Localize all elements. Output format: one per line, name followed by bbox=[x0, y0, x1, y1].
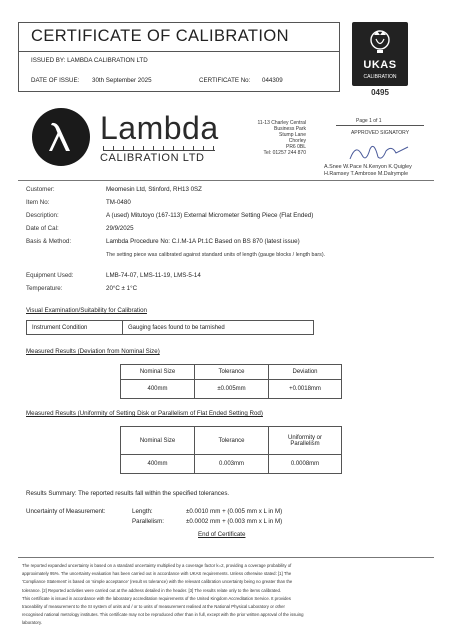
footer-line: The reported expanded uncertainty is based on a standard uncertainty multiplied by a coverage factor k=2, providing a coverage probability of bbox=[22, 563, 292, 568]
date-of-issue-label: DATE OF ISSUE: bbox=[31, 77, 80, 84]
section-divider bbox=[18, 180, 434, 181]
lambda-sub-name: CALIBRATION LTD bbox=[100, 152, 205, 164]
lambda-logo-mark bbox=[32, 108, 90, 166]
visual-table bbox=[26, 320, 314, 335]
table-cell: +0.0018mm bbox=[269, 380, 342, 399]
table-cell: 400mm bbox=[121, 455, 195, 474]
date-of-cal-value: 29/9/2025 bbox=[106, 225, 134, 232]
results-summary: Results Summary: The reported results fall within the specified tolerances. bbox=[26, 490, 230, 497]
lab-tel: Tel: 01257 244 870 bbox=[263, 150, 306, 156]
footer-line: traceability of measurement to the SI system of units and / or to units of measurement realised at the National Physical Laboratory or other bbox=[22, 604, 285, 610]
measured2-heading: Measured Results (Uniformity of Setting Disk or Parallelism of Flat Ended Setting Rod) bbox=[26, 410, 263, 417]
equipment-label: Equipment Used: bbox=[26, 272, 74, 279]
measured1-table bbox=[120, 364, 342, 399]
col-header: Deviation bbox=[269, 365, 342, 380]
visual-value: Gauging faces found to be tarnished bbox=[123, 321, 314, 335]
measured2-table bbox=[120, 426, 342, 474]
basis-method-value: Lambda Procedure No: C.I.M-1A Pt.1C Based on BS 870 (latest issue) bbox=[106, 238, 300, 245]
issued-by: ISSUED BY: LAMBDA CALIBRATION LTD bbox=[31, 57, 148, 64]
signature bbox=[346, 139, 414, 165]
date-of-cal-label: Date of Cal: bbox=[26, 225, 59, 232]
ukas-logo bbox=[352, 22, 408, 86]
ukas-number: 0495 bbox=[371, 88, 389, 97]
certificate-no: 044309 bbox=[262, 77, 283, 84]
end-of-certificate: End of Certificate bbox=[198, 531, 246, 538]
basis-method-label: Basis & Method: bbox=[26, 238, 72, 245]
address-line: Chorley bbox=[288, 138, 306, 144]
footer-line: recognised national metrology institutes. This certificate may not be reproduced other than in full, except with the prior written approval of the issuing bbox=[22, 612, 304, 618]
address-line: Business Park bbox=[274, 126, 306, 132]
footer-line: tolerance. [2] Reported activities were carried out at the address detailed in the header. [3] The results relate only to the items calibrated. bbox=[22, 587, 282, 593]
signatory-names-1: A.Snee W.Pace N.Kenyon K.Quigley bbox=[324, 164, 412, 170]
temperature-value: 20°C ± 1°C bbox=[106, 285, 138, 292]
crown-icon bbox=[367, 26, 393, 56]
length-value: ±0.0010 mm + (0.005 mm x L in M) bbox=[186, 508, 283, 515]
signatory-box bbox=[324, 125, 424, 177]
description-label: Description: bbox=[26, 212, 59, 219]
certificate-title: CERTIFICATE OF CALIBRATION bbox=[31, 27, 289, 45]
footer-line: approximately 95%. The uncertainty evaluation has been carried out in accordance with UKAS requirements. Unless otherwise stated: [1] The bbox=[22, 571, 292, 577]
date-of-issue: 30th September 2025 bbox=[92, 77, 152, 84]
lambda-ruler bbox=[103, 146, 215, 151]
table-cell: ±0.005mm bbox=[195, 380, 269, 399]
parallelism-value: ±0.0002 mm + (0.003 mm x L in M) bbox=[186, 518, 283, 525]
visual-label: Instrument Condition bbox=[27, 321, 123, 335]
ukas-subtext: CALIBRATION bbox=[363, 74, 397, 80]
address-line: PR6 0BL bbox=[285, 144, 306, 150]
divider bbox=[19, 51, 339, 52]
customer-value: Meomesin Ltd, Stinford, RH13 0SZ bbox=[106, 186, 202, 193]
item-no-label: Item No: bbox=[26, 199, 50, 206]
description-value: A (used) Mitutoyo (167-113) External Micrometer Setting Piece (Flat Ended) bbox=[106, 212, 314, 219]
equipment-value: LMB-74-07, LMS-11-19, LMS-5-14 bbox=[106, 272, 201, 279]
measured1-heading: Measured Results (Deviation from Nominal Size) bbox=[26, 348, 160, 355]
address-line: 11-13 Charley Central bbox=[257, 120, 306, 126]
footer-divider bbox=[18, 557, 434, 558]
header-box bbox=[18, 22, 340, 92]
col-header: Tolerance bbox=[195, 427, 269, 455]
table-cell: 400mm bbox=[121, 380, 195, 399]
signatory-names-2: H.Ramsey T.Ambrose M.Dalrymple bbox=[324, 171, 409, 177]
col-header: Tolerance bbox=[195, 365, 269, 380]
footer-notes bbox=[22, 562, 434, 628]
uncertainty-label: Uncertainty of Measurement: bbox=[26, 508, 106, 515]
ukas-text: UKAS bbox=[363, 59, 397, 71]
method-note: The setting piece was calibrated against standard units of length (gauge blocks / length bars). bbox=[106, 252, 326, 258]
lambda-name: Lambda bbox=[100, 110, 219, 146]
address-line: Stump Lane bbox=[279, 132, 306, 138]
customer-label: Customer: bbox=[26, 186, 55, 193]
certificate-no-label: CERTIFICATE No: bbox=[199, 77, 251, 84]
page-number: Page 1 of 1 bbox=[356, 118, 382, 124]
parallelism-label: Parallelism: bbox=[132, 518, 164, 525]
footer-line: 'Compliance Statement' is based on 'simple acceptance' (result vs tolerance) with the relevant calibration uncertainty being no greater than the bbox=[22, 579, 293, 585]
col-header: Nominal Size bbox=[121, 427, 195, 455]
footer-line: laboratory. bbox=[22, 620, 42, 626]
lambda-icon bbox=[46, 120, 76, 154]
table-cell: 0.0008mm bbox=[269, 455, 342, 474]
col-header: Uniformity or Parallelism bbox=[269, 427, 342, 455]
item-no-value: TM-0480 bbox=[106, 199, 131, 206]
lab-address bbox=[228, 120, 306, 156]
signatory-title: APPROVED SIGNATORY bbox=[350, 130, 410, 136]
visual-heading: Visual Examination/Suitability for Calibration bbox=[26, 307, 147, 314]
col-header: Nominal Size bbox=[121, 365, 195, 380]
length-label: Length: bbox=[132, 508, 153, 515]
table-cell: 0.003mm bbox=[195, 455, 269, 474]
temperature-label: Temperature: bbox=[26, 285, 63, 292]
footer-line: This certificate is issued in accordance with the laboratory accreditation requirements of the United Kingdom Accreditation Service. It provides bbox=[22, 595, 291, 601]
